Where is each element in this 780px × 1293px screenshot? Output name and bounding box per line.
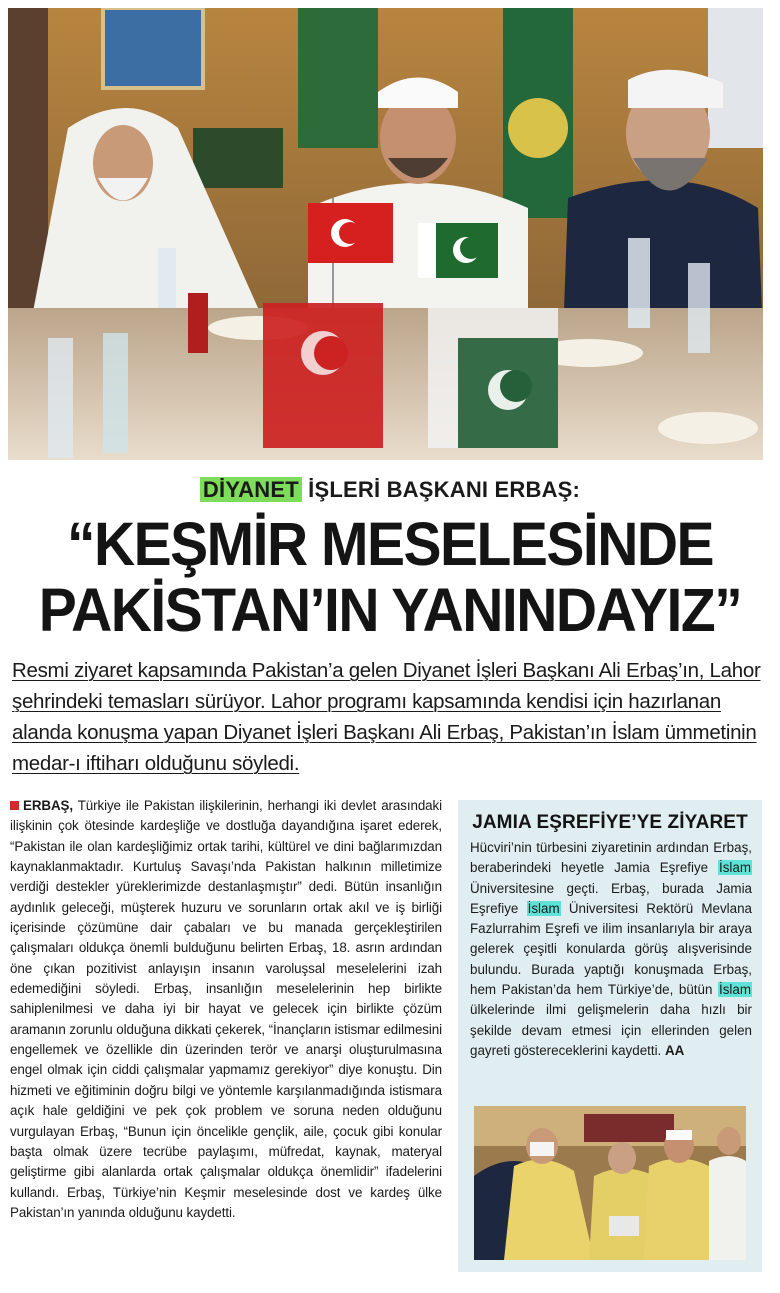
body-text: Türkiye ile Pakistan ilişkilerinin, herhangi iki devlet arasındaki ilişkinin çok ötesinde kardeşliğe ve dostluğa dayandığına işaret ederek, “Pakistan ile olan kardeşliğimiz ortak tarihi, kültürel ve dini bağlarımızdan kaynaklanmaktadır. Kurtuluş Savaşı’nda Pakistan halkının milletimize verdiği destekler yüreklerimizde destanlaşmıştır” dedi. Bütün insanlığın aydınlık geleceği, müşterek huzuru ve sorunların ortak akıl ve iş birliği içerisinde çözümüne dair çabaları ve bu manada gerçekleştirilen çalışmaları oldukça önemli bulduğunu belirten Erbaş, 18. asrın ardından öne çıkan pozitivist anlayışın insanın varoluşsal meselelerini izah edemediğini söyledi. Erbaş, insanlığın meselelerinin hep birlikte sahiplenilmesi ve daha iyi bir hayat ve gelecek için birlikte çözüm aramanın zorunlu olduğuna dikkati çekerek, “İnançların istismar edilmesini engellemek ve özellikle din üzerinden terör ve anarşi oluşturulmasına engel olmak için ciddi çalışmalar yapmamız gerekiyor” diye konuştu. Din hizmeti ve eğitiminin doğru bilgi ve yöntemle karşılanmadığında istismara açık hale geldiğini ve pek çok problem ve soruna neden olduğunu vurgulayan Erbaş, “Bunun için öncelikle gençlik, aile, çocuk gibi konular başta olmak üzere tecrübe paylaşımı, müfredat, kaynak, materyal geliştirme gibi alanlarda ortak çalışmalar oldukça önemlidir” ifadelerini kullandı. Erbaş, Türkiye’nin Keşmir meselesinde dost ve kardeş ülke Pakistan’ın yanında olduğunu kaydetti. [10,798,442,1220]
lead-text: Resmi ziyaret kapsamında Pakistan’a gelen Diyanet İşleri Başkanı Ali Erbaş’ın, Lahor şehrindeki temasları sürüyor. Lahor programı kapsamında kendisi için hazırlanan alanda konuşma yapan Diyanet İşleri Başkanı Ali Erbaş, Pakistan’ın İslam ümmetinin medar-ı iftiharı olduğunu söyledi. [12,659,761,775]
keyword-highlight-1: İslam [719,860,751,876]
headline-line-1: “KEŞMİR MESELESİNDE [66,509,714,579]
keyword-highlight-3: İslam [719,982,751,998]
article-body [10,796,442,1223]
kicker-highlight: DİYANET [200,477,302,502]
lead-paragraph [12,655,768,779]
sidebar-text-4: ülkelerinde ilmi gelişmelerin daha hızlı bir şekilde devam etmesi için ellerinden gelen gayreti göstereceklerini kaydetti. [470,1002,752,1058]
headline [10,509,770,645]
agency-credit: AA [665,1042,685,1058]
sidebar-box [458,800,762,1272]
body-paragraph [10,796,442,1223]
sidebar-text-2: Üniversitesine geçti. Erbaş, burada Jamia Eşrefiye [470,880,752,916]
body-lead-word: ERBAŞ, [23,798,73,813]
kicker [0,477,780,503]
keyword-highlight-2: İslam [527,900,560,916]
ceremony-photo [474,1106,746,1260]
sidebar-text-1: Hücviri’nin türbesini ziyaretinin ardından Erbaş, beraberindeki heyetle Jamia Eşrefiye [470,840,752,876]
headline-line-2: PAKİSTAN’IN YANINDAYIZ” [38,575,742,645]
sidebar-text [470,838,752,1061]
meeting-photo [8,8,763,460]
sidebar-text-3: Üniversitesi Rektörü Mevlana Fazlurrahim Eşrefi ve ilim insanlarıyla bir araya gelerek çeşitli konularda görüş alışverisinde bulundu. Burada yaptığı konuşmada Erbaş, hem Pakistan’da hem Türkiye’de, bütün [470,900,752,998]
kicker-rest: İŞLERİ BAŞKANI ERBAŞ: [301,477,581,502]
bullet-square-icon [10,801,19,810]
sidebar-title: JAMIA EŞREFİYE’YE ZİYARET [472,812,748,833]
